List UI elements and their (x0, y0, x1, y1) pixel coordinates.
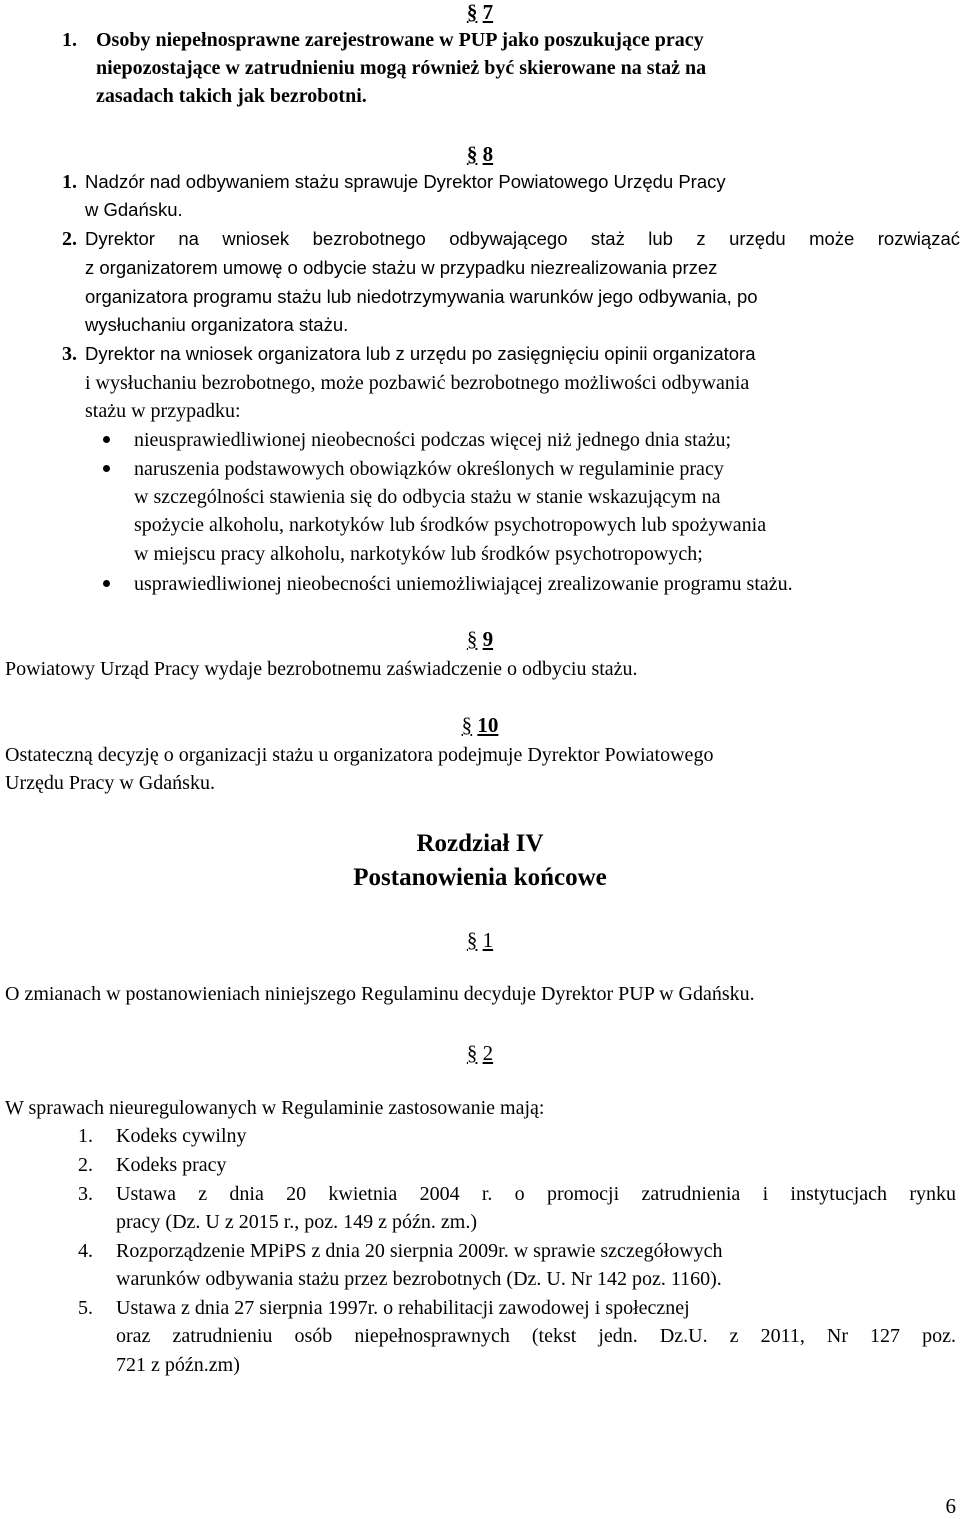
list-number: 1. (62, 29, 77, 51)
chapter-section-1-heading (0, 928, 960, 952)
c2-item3-line2: pracy (Dz. U z 2015 r., poz. 149 z późn. zm.) (116, 1211, 477, 1233)
list-number: 1. (78, 1125, 93, 1147)
section-8-heading (0, 142, 960, 166)
s7-item1-line2: niepozostające w zatrudnieniu mogą również być skierowane na staż na (96, 57, 707, 79)
section-sign: § (466, 627, 478, 651)
chapter-title: Rozdział IV (416, 830, 544, 857)
c2-item3-line1: Ustawa z dnia 20 kwietnia 2004 r. o promocji zatrudnienia i instytucjach rynku (116, 1183, 956, 1205)
c2-item4-line2: warunków odbywania stażu przez bezrobotnych (Dz. U. Nr 142 poz. 1160). (116, 1268, 722, 1290)
c2-item2: Kodeks pracy (116, 1154, 227, 1176)
list-number: 3. (62, 343, 77, 365)
list-number: 4. (78, 1240, 93, 1262)
c2-item5-line1: Ustawa z dnia 27 sierpnia 1997r. o rehabilitacji zawodowej i społecznej (116, 1297, 690, 1319)
list-number: 1. (62, 171, 77, 193)
c1-text: O zmianach w postanowieniach niniejszego Regulaminu decyduje Dyrektor PUP w Gdańsku. (5, 983, 755, 1005)
s7-item1-line1 (96, 26, 956, 54)
chapter-subtitle: Postanowienia końcowe (353, 864, 607, 891)
page-number: 6 (945, 1494, 956, 1518)
section-9-heading (0, 627, 960, 651)
bullet-item-1: nieusprawiedliwionej nieobecności podczas więcej niż jednego dnia stażu; (134, 429, 732, 451)
section-number: 10 (477, 713, 499, 737)
c2-item5-line3: 721 z późn.zm) (116, 1354, 240, 1376)
c2-intro: W sprawach nieuregulowanych w Regulaminie zastosowanie mają: (5, 1097, 545, 1119)
section-sign: § (466, 142, 478, 166)
chapter-section-2-heading (0, 1041, 960, 1065)
s10-line1: Ostateczną decyzję o organizacji stażu u organizatora podejmuje Dyrektor Powiatowego (5, 744, 714, 766)
section-7-heading (0, 0, 960, 24)
list-number: 5. (78, 1297, 93, 1319)
s10-line2: Urzędu Pracy w Gdańsku. (5, 772, 215, 794)
c2-item5-line2: oraz zatrudnieniu osób niepełnosprawnych (tekst jedn. Dz.U. z 2011, Nr 127 poz. (116, 1325, 956, 1347)
section-number: 9 (482, 627, 494, 651)
section-10-heading (0, 713, 960, 737)
s7-item1-line3: zasadach takich jak bezrobotni. (96, 85, 367, 107)
s8-item1-line1: Nadzór nad odbywaniem stażu sprawuje Dyrektor Powiatowego Urzędu Pracy (85, 171, 726, 192)
bullet-item-3: usprawiedliwionej nieobecności uniemożliwiającej zrealizowanie programu stażu. (134, 573, 793, 595)
s8-item3-line3: stażu w przypadku: (85, 400, 241, 422)
list-number: 2. (62, 228, 77, 250)
section-sign: § (466, 1041, 478, 1065)
bullet-item-2-line4: w miejscu pracy alkoholu, narkotyków lub środków psychotropowych; (134, 543, 703, 565)
bullet-item-2-line1: naruszenia podstawowych obowiązków określonych w regulaminie pracy (134, 458, 724, 480)
c2-item1: Kodeks cywilny (116, 1125, 247, 1147)
bullet-item-2-line2: w szczególności stawienia się do odbycia stażu w stanie wskazującym na (134, 486, 721, 508)
list-number: 2. (78, 1154, 93, 1176)
c2-item4-line1: Rozporządzenie MPiPS z dnia 20 sierpnia 2009r. w sprawie szczegółowych (116, 1240, 723, 1262)
s8-item2-line2: z organizatorem umowę o odbycie stażu w przypadku niezrealizowania przez (85, 257, 718, 278)
s8-item2-line4: wysłuchaniu organizatora stażu. (85, 314, 349, 335)
s8-item2-line1: Dyrektor na wniosek bezrobotnego odbywającego staż lub z urzędu może rozwiązać (85, 228, 960, 249)
s9-text: Powiatowy Urząd Pracy wydaje bezrobotnemu zaświadczenie o odbyciu stażu. (5, 658, 638, 680)
section-sign: § (466, 928, 478, 952)
s8-item3-line2: i wysłuchaniu bezrobotnego, może pozbawić bezrobotnego możliwości odbywania (85, 372, 750, 394)
text-line: Osoby niepełnosprawne zarejestrowane w PUP jako poszukujące pracy (96, 29, 704, 51)
bullet-icon (103, 465, 110, 472)
section-number: 7 (482, 0, 494, 24)
s8-item1-line2: w Gdańsku. (85, 199, 183, 220)
section-number: 1 (482, 928, 494, 952)
list-number: 3. (78, 1183, 93, 1205)
section-sign: § (466, 0, 478, 24)
bullet-icon (103, 580, 110, 587)
bullet-item-2-line3: spożycie alkoholu, narkotyków lub środków psychotropowych lub spożywania (134, 514, 767, 536)
section-number: 8 (482, 142, 494, 166)
s8-item2-line3: organizatora programu stażu lub niedotrzymywania warunków jego odbywania, po (85, 286, 758, 307)
bullet-icon (103, 436, 110, 443)
section-number: 2 (482, 1041, 494, 1065)
s8-item3-line1: Dyrektor na wniosek organizatora lub z urzędu po zasięgnięciu opinii organizatora (85, 343, 756, 364)
section-sign: § (461, 713, 473, 737)
